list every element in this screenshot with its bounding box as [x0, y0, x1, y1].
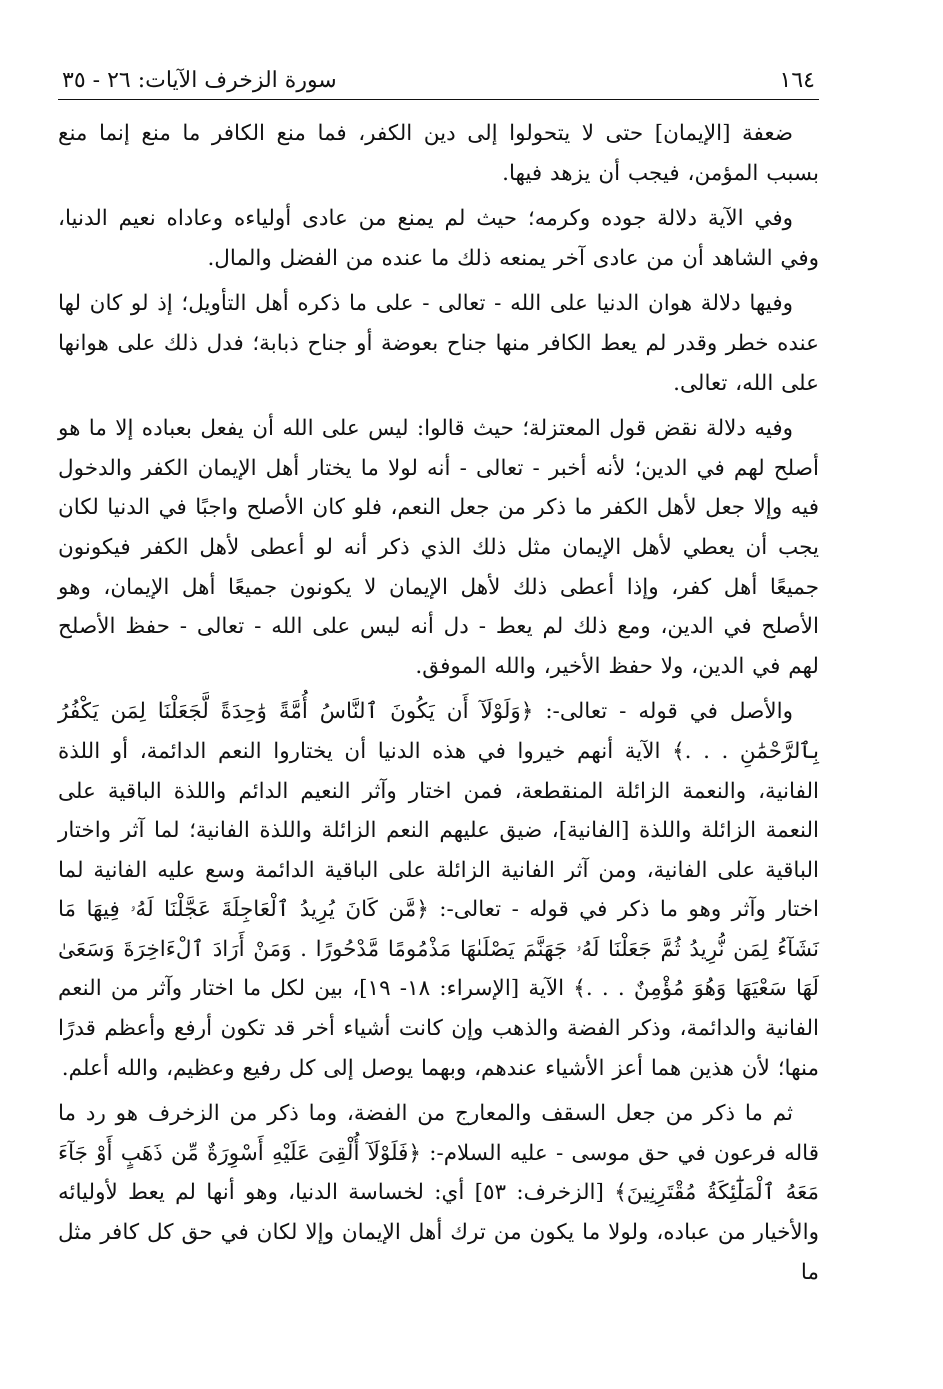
page-number: ١٦٤ — [779, 68, 815, 93]
paragraph: وفيه دلالة نقض قول المعتزلة؛ حيث قالوا: ليس على الله أن يفعل بعباده إلا ما هو أصلح لهم في الدين؛ لأنه أخبر - تعالى - أنه لولا ما يختار أهل الإيمان الكفر والدخول فيه وإلا جعل لأهل الكفر ما ذكر من جعل النعم، فلو كان الأصلح واجبًا في الدنيا لكان يجب أن يعطي لأهل الإيمان مثل ذلك الذي ذكر أنه لو أعطى لأهل الكفر فيكونون جميعًا أهل كفر، وإذا أعطى ذلك لأهل الإيمان لا يكونون جميعًا أهل الإيمان، وهو الأصلح في الدين، ومع ذلك لم يعط - دل أنه ليس على الله - تعالى - حفظ الأصلح لهم في الدين، ولا حفظ الأخير، والله الموفق. — [58, 416, 819, 679]
paragraph: وفيها دلالة هوان الدنيا على الله - تعالى - على ما ذكره أهل التأويل؛ إذ لو كان لها عنده خطر وقدر لم يعط الكافر منها جناح بعوضة أو جناح ذبابة؛ فدل ذلك على هوانها على الله، تعالى. — [58, 291, 819, 396]
paragraph: ضعفة [الإيمان] حتى لا يتحولوا إلى دين الكفر، فما منع الكافر ما منع إنما منع بسبب المؤمن، فيجب أن يزهد فيها. — [58, 121, 819, 186]
paragraph: وفي الآية دلالة جوده وكرمه؛ حيث لم يمنع من عادى أولياءه وعاداه نعيم الدنيا، وفي الشاهد أن من عادى آخر يمنعه ذلك ما عنده من الفضل والمال. — [58, 206, 819, 271]
page-body — [58, 114, 819, 1292]
page-header — [58, 56, 819, 100]
running-title: سورة الزخرف الآيات: ٢٦ - ٣٥ — [62, 68, 337, 93]
paragraph: ثم ما ذكر من جعل السقف والمعارج من الفضة، وما ذكر من الزخرف هو رد ما قاله فرعون في حق موسى - عليه السلام-: ﴿فَلَوْلَآ أُلْقِىَ عَلَيْهِ أَسْوِرَةٌ مِّن ذَهَبٍ أَوْ جَآءَ مَعَهُ ٱلْمَلَٰٓئِكَةُ مُقْتَرِنِينَ﴾ [الزخرف: ٥٣] أي: لخساسة الدنيا، وهو أنها لم يعط لأوليائه والأخيار من عباده، ولولا ما يكون من ترك أهل الإيمان وإلا لكان في حق كل كافر مثل ما — [58, 1101, 819, 1285]
paragraph: والأصل في قوله - تعالى-: ﴿وَلَوْلَآ أَن يَكُونَ ٱلنَّاسُ أُمَّةً وَٰحِدَةً لَّجَعَلْنَا لِمَن يَكْفُرُ بِٱلرَّحْمَٰنِ . . .﴾ الآية أنهم خيروا في هذه الدنيا أن يختاروا النعم الدائمة، أو اللذة الفانية، والنعمة الزائلة المنقطعة، فمن اختار وآثر النعيم الدائم واللذة الباقية على النعمة الزائلة واللذة [الفانية]، ضيق عليهم النعم الزائلة واللذة الفانية؛ لما آثر واختار الباقية على الفانية، ومن آثر الفانية الزائلة على الباقية الدائمة وسع عليه الفانية لما اختار وآثر وهو ما ذكر في قوله - تعالى-: ﴿مَّن كَانَ يُرِيدُ ٱلْعَاجِلَةَ عَجَّلْنَا لَهُۥ فِيهَا مَا نَشَآءُ لِمَن نُّرِيدُ ثُمَّ جَعَلْنَا لَهُۥ جَهَنَّمَ يَصْلَىٰهَا مَذْمُومًا مَّدْحُورًا . وَمَنْ أَرَادَ ٱلْءَاخِرَةَ وَسَعَىٰ لَهَا سَعْيَهَا وَهُوَ مُؤْمِنٌ . . .﴾ الآية [الإسراء: ١٨- ١٩]، بين لكل ما اختار وآثر من النعم الفانية والدائمة، وذكر الفضة والذهب وإن كانت أشياء أخر قد تكون أرفع وأعظم قدرًا منها؛ لأن هذين هما أعز الأشياء عندهم، وبهما يوصل إلى كل رفيع وعظيم، والله أعلم. — [58, 699, 819, 1081]
book-page — [58, 56, 819, 1349]
